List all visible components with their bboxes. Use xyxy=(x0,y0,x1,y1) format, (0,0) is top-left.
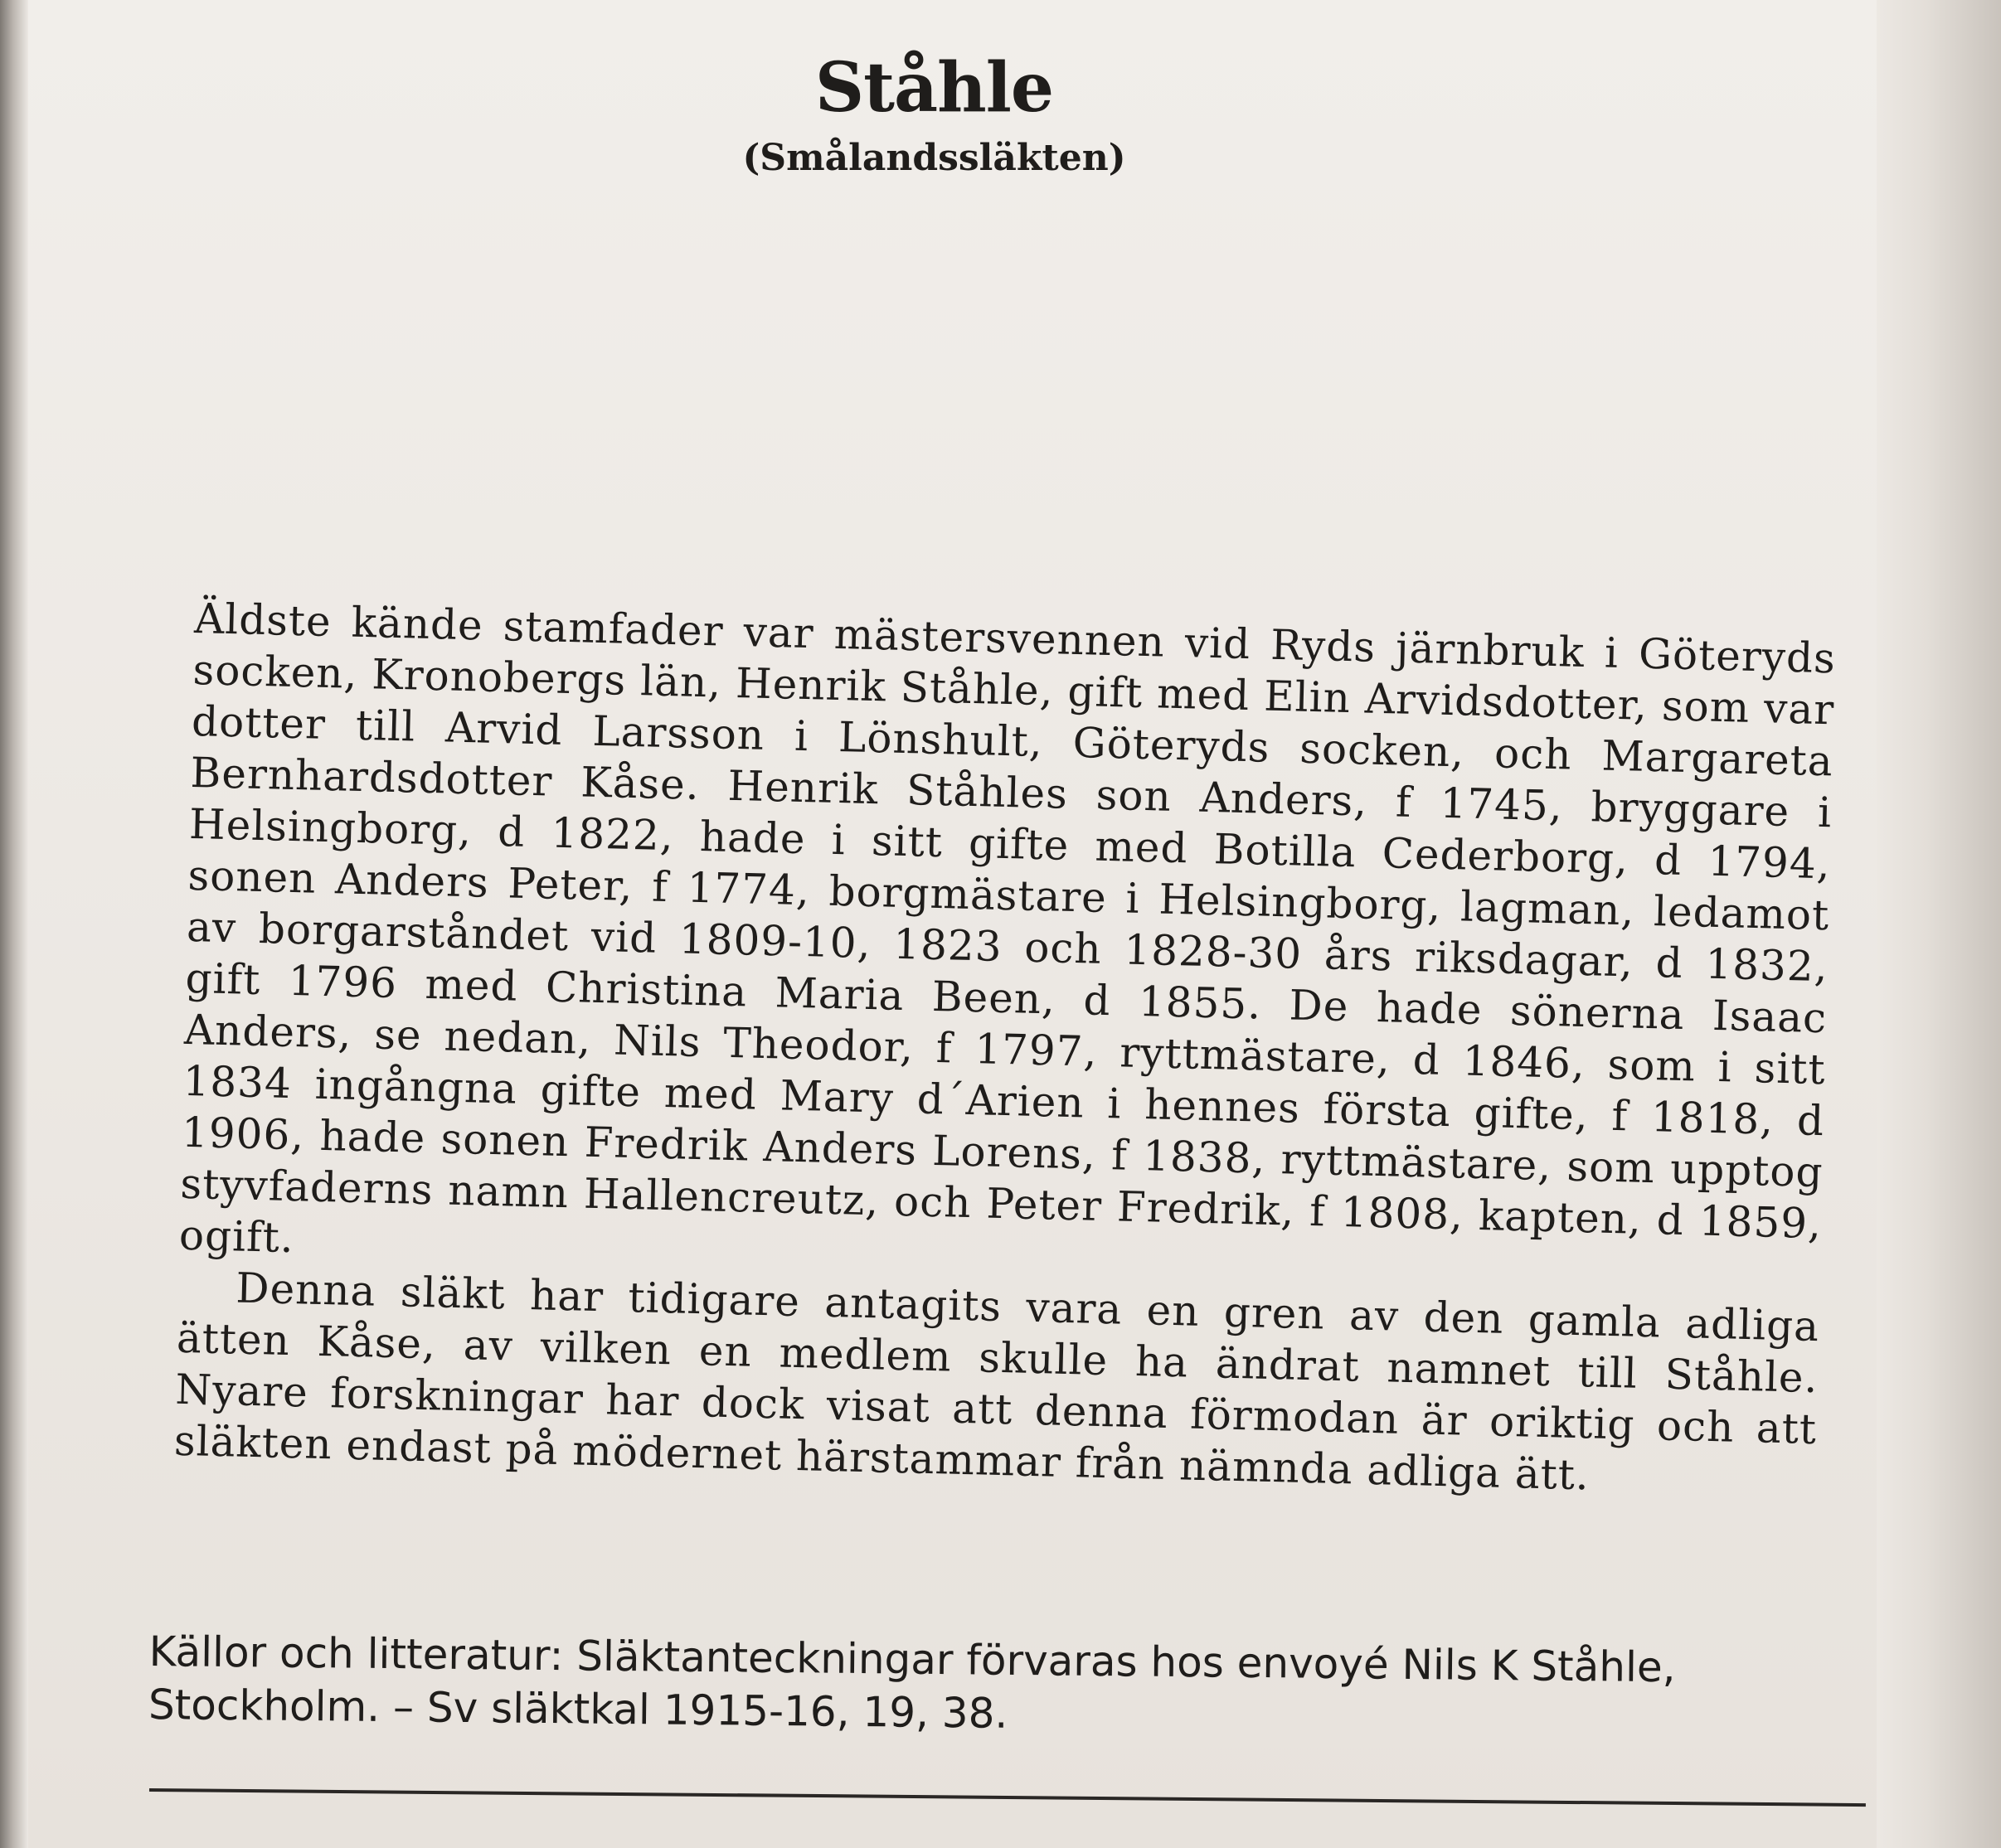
page-edge-shadow xyxy=(1877,0,2001,1848)
sources-section xyxy=(148,1625,1808,1749)
book-gutter-shadow xyxy=(0,0,28,1848)
sources-text: Källor och litteratur: Släktanteckningar förvaras hos envoyé Nils K Ståhle, Stockholm. – Sv släktkal 1915-16, 19, 38. xyxy=(148,1627,1676,1738)
paragraph-1: Äldste kände stamfader var mästersvennen vid Ryds järnbruk i Göteryds socken, Kronobergs län, Henrik Ståhle, gift med Elin Arvidsdotter, som var dotter till Arvid Larsson i Lönshult, Göteryds socken, och Margareta Bernhardsdotter Kåse. Henrik Ståhles son Anders, f 1745, bryggare i Helsingborg, d 1822, hade i sitt gifte med Botilla Cederborg, d 1794, sonen Anders Peter, f 1774, borgmästare i Helsingborg, lagman, ledamot av borgarståndet vid 1809-10, 1823 och 1828-30 års riksdagar, d 1832, gift 1796 med Christina Maria Been, d 1855. De hade sönerna Isaac Anders, se nedan, Nils Theodor, f 1797, ryttmästare, d 1846, som i sitt 1834 ingångna gifte med Mary d´Arien i hennes första gifte, f 1818, d 1906, hade sonen Fredrik Anders Lorens, f 1838, ryttmästare, som upptog styvfaderns namn Hallencreutz, och Peter Fredrik, f 1808, kapten, d 1859, ogift. xyxy=(178,594,1837,1263)
main-text xyxy=(173,593,1836,1506)
page-title: Ståhle xyxy=(814,48,1054,128)
page-subtitle: (Smålandssläkten) xyxy=(742,137,1126,179)
paragraph-2: Denna släkt har tidigare antagits vara en gren av den gamla adliga ätten Kåse, av vilken en medlem skulle ha ändrat namnet till Ståhle. Nyare forskningar har dock visat att denna förmodan är oriktig och att släkten endast på mödernet härstammar från nämnda adliga ätt. xyxy=(173,1264,1820,1500)
